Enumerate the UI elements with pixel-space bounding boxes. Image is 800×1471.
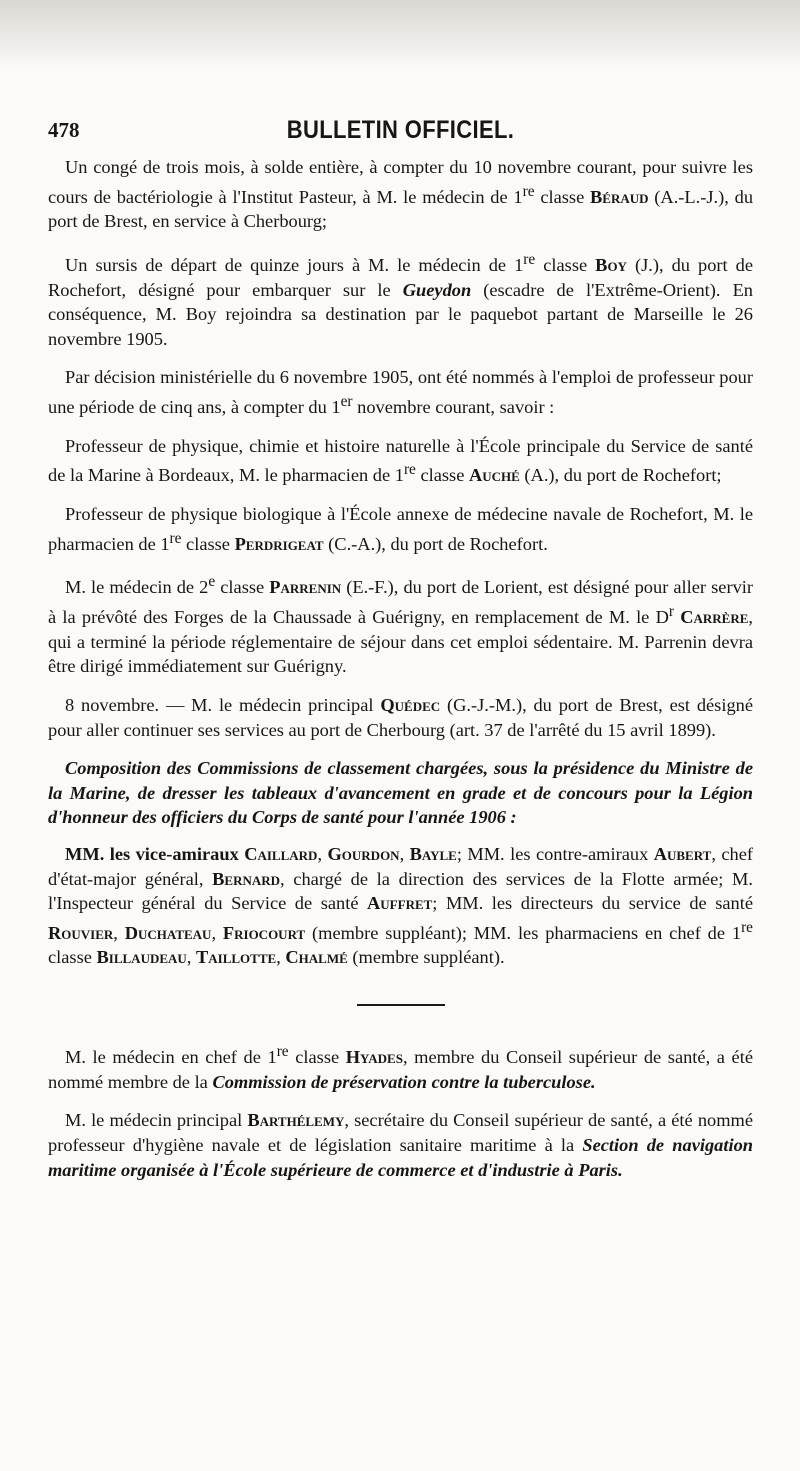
text-run: (C.-A.), du port de Rochefort. <box>323 533 548 554</box>
text-run: ; MM. les directeurs du service de santé <box>432 893 753 914</box>
section-name: Section de navigation maritime organisée à l'École supérieure de commerce et d'industrie à Paris. <box>48 1134 753 1180</box>
section-divider <box>357 1004 445 1006</box>
text-run: classe <box>534 186 591 207</box>
text-run: classe <box>535 255 596 276</box>
paragraph-parrenin <box>48 570 753 679</box>
person-name: Parrenin <box>269 577 342 598</box>
ordinal-suffix: re <box>523 250 536 268</box>
person-name: Boy <box>595 255 627 276</box>
text-run: MM. les vice-amiraux <box>65 843 245 864</box>
text-run: ; MM. les contre-amiraux <box>456 843 654 864</box>
person-name: Carrère <box>680 607 749 628</box>
text-run: (A.), du port de Rochefort; <box>519 465 722 486</box>
paragraph-decision-ministerielle <box>48 365 753 419</box>
text-run: classe <box>415 465 469 486</box>
person-name: Auché <box>468 465 520 486</box>
text-run: (A.-L.-J.), du port de Brest, en service à Cherbourg; <box>48 186 754 232</box>
ordinal-suffix: re <box>169 529 182 547</box>
person-name: Friocourt <box>222 922 306 943</box>
person-name: Caillard <box>244 843 318 864</box>
person-name: Bernard <box>212 868 281 889</box>
ordinal-suffix: re <box>276 1043 289 1061</box>
paragraph-commission-members <box>48 842 753 970</box>
separator: , <box>186 947 196 968</box>
page-number: 478 <box>48 118 80 142</box>
text-run: classe <box>48 947 97 968</box>
text-run: M. le médecin de 2 <box>65 577 209 598</box>
text-run: Un congé de trois mois, à solde entière, à compter du 10 novembre courant, pour suivre les cours de bactériologie à l'Institut Pasteur, à M. le médecin de 1 <box>48 157 753 207</box>
text-run: M. le médecin en chef de 1 <box>65 1047 277 1068</box>
text-run: , membre du Conseil supérieur de santé, a été nommé membre de la <box>48 1047 753 1092</box>
commission-name: Commission de préservation contre la tuberculose. <box>212 1071 596 1092</box>
text-run: , secrétaire du Conseil supérieur de santé, a été nommé professeur d'hygiène navale et de législation sanitaire maritime à la <box>48 1110 753 1155</box>
person-name: Quédec <box>380 694 441 715</box>
text-run: , qui a terminé la période réglementaire de séjour dans cet emploi sédentaire. M. Parrenin devra être dirigé immédiatement sur Guérigny. <box>48 607 753 677</box>
separator: , <box>113 922 125 943</box>
person-name: Aubert <box>653 843 712 864</box>
text-run: (G.-J.-M.), du port de Brest, est désigné pour aller continuer ses services au port de Cherbourg (art. 37 de l'arrêté du 15 avril 1899). <box>48 694 753 740</box>
text-run: M. le médecin principal <box>65 1110 248 1131</box>
paragraph-commissions-heading <box>48 756 753 830</box>
separator: , <box>211 922 223 943</box>
ship-name: Gueydon <box>402 279 472 300</box>
title-suffix: r <box>668 603 674 621</box>
person-name: Rouvier <box>48 922 114 943</box>
running-title: BULLETIN OFFICIEL. <box>286 116 515 144</box>
paragraph-professeur-physique-biologique <box>48 502 753 556</box>
separator: , <box>399 843 410 864</box>
person-name: Auffret <box>367 893 433 914</box>
ordinal-suffix: re <box>403 461 416 479</box>
separator: , <box>276 947 286 968</box>
text-run: classe <box>288 1047 346 1068</box>
ordinal-suffix: e <box>208 573 216 591</box>
text-run: Un sursis de départ de quinze jours à M. le médecin de 1 <box>65 255 524 276</box>
text-run: (membre suppléant); MM. les pharmaciens en chef de 1 <box>305 922 742 943</box>
person-name: Hyades <box>345 1047 403 1068</box>
text-run: Professeur de physique biologique à l'École annexe de médecine navale de Rochefort, M. le pharmacien de 1 <box>48 504 753 554</box>
paragraph-hyades <box>48 1040 753 1094</box>
text-run: (J.), du port de Rochefort, désigné pour embarquer sur le <box>48 255 753 300</box>
person-name: Barthélemy <box>247 1110 345 1131</box>
ordinal-suffix: er <box>340 393 353 410</box>
separator: , <box>317 843 328 864</box>
ordinal-suffix: re <box>522 182 535 200</box>
person-name: Taillotte <box>196 947 277 968</box>
ordinal-suffix: re <box>741 918 753 936</box>
section-heading: Composition des Commissions de classement chargées, sous la présidence du Ministre de la Marine, de dresser les tableaux d'avancement en grade et de concours pour la Légion d'honneur des officiers du Corps de santé pour l'année 1906 : <box>48 758 753 828</box>
text-run: (E.-F.), du port de Lorient, est désigné pour aller servir à la prévôté des Forges de la Chaussade à Guérigny, en remplacement de M. le D <box>48 577 754 628</box>
text-run: Professeur de physique, chimie et histoire naturelle à l'École principale du Service de santé de la Marine à Bordeaux, M. le pharmacien de 1 <box>48 435 753 486</box>
text-run: (membre suppléant). <box>347 947 505 968</box>
person-name: Bayle <box>409 843 457 864</box>
paragraph-quedec <box>48 693 753 742</box>
text-run: Par décision ministérielle du 6 novembre 1905, ont été nommés à l'emploi de professeur pour une période de cinq ans, à compter du 1 <box>48 367 753 418</box>
page-header <box>48 112 753 152</box>
text-run: novembre courant, savoir : <box>352 397 555 418</box>
person-name: Billaudeau <box>96 947 187 968</box>
person-name: Gourdon <box>327 843 400 864</box>
text-run: , chargé de la direction des services de la Flotte armée; M. l'Inspecteur général du Service de santé <box>48 868 753 914</box>
person-name: Perdrigeat <box>234 533 324 554</box>
text-run: 8 novembre. — M. le médecin principal <box>65 694 381 715</box>
person-name: Béraud <box>590 186 649 207</box>
page-top-shadow <box>0 0 800 70</box>
person-name: Chalmé <box>285 947 348 968</box>
text-run: (escadre de l'Extrême-Orient). En conséquence, M. Boy rejoindra sa destination par le paquebot partant de Marseille le 26 novembre 1905. <box>48 279 753 349</box>
paragraph-sursis-boy <box>48 248 753 352</box>
text-run: classe <box>215 577 270 598</box>
text-run: classe <box>181 533 235 554</box>
paragraph-professeur-physique-chimie <box>48 434 753 488</box>
paragraph-conge-beraud <box>48 155 753 234</box>
document-body <box>48 155 753 1196</box>
person-name: Duchateau <box>124 922 212 943</box>
text-run: , chef d'état-major général, <box>48 843 753 889</box>
paragraph-barthelemy <box>48 1108 753 1182</box>
